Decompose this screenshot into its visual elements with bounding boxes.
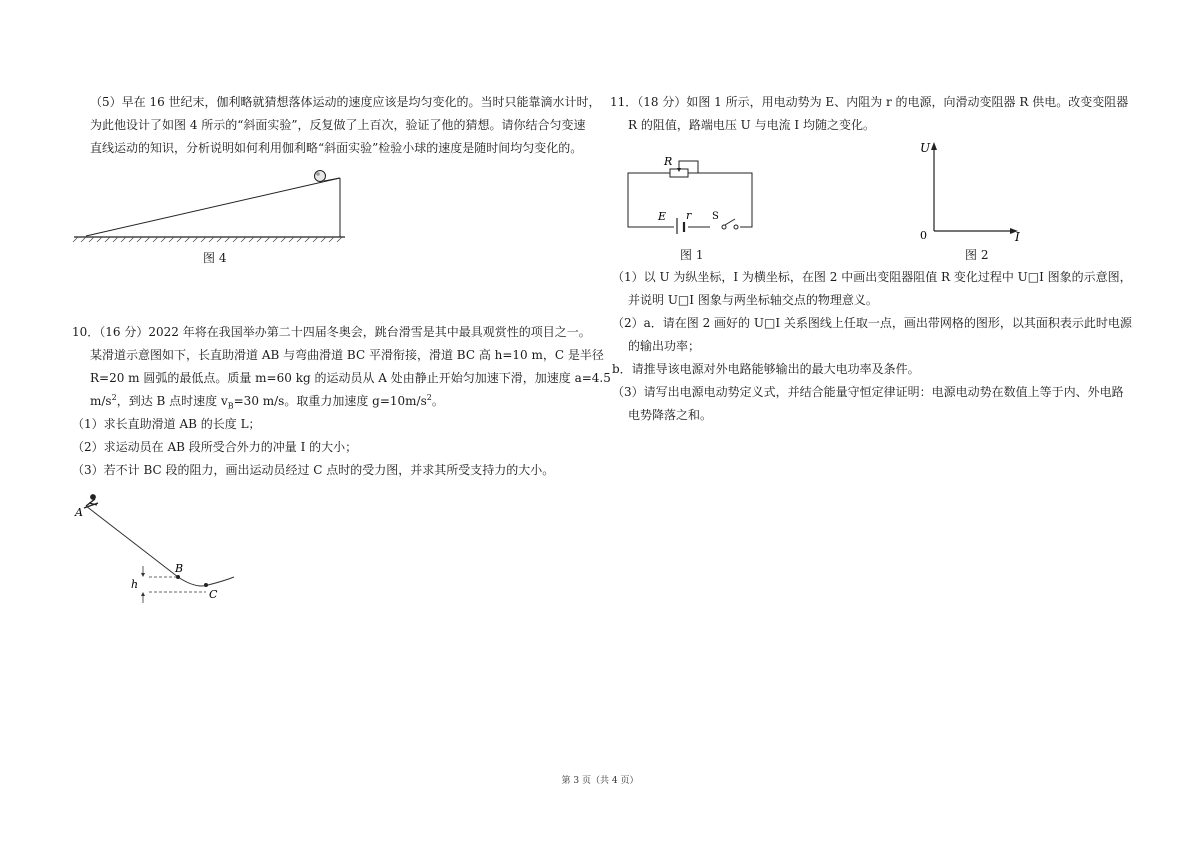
q10-question3: （3）若不计 BC 段的阻力，画出运动员经过 C 点时的受力图，并求其所受支持力的大小。	[72, 463, 555, 477]
q11-questions	[612, 266, 1142, 427]
label-h: h	[131, 578, 139, 591]
ski-slope-figure	[72, 492, 247, 607]
q9-part5-line2: 为此他设计了如图 4 所示的“斜面实验”，反复做了上百次，验证了他的猜想。请你结合匀变速	[90, 118, 586, 132]
figure-4-incline	[72, 165, 352, 245]
q10-line1: 10．（16 分）2022 年将在我国举办第二十四届冬奥会，跳台滑雪是其中最具观赏性的项目之一。	[72, 325, 591, 339]
q11-intro	[610, 91, 1140, 137]
label-C: C	[209, 588, 218, 601]
label-A: A	[75, 506, 83, 519]
figure-1-caption: 图 1	[680, 248, 704, 262]
q10-question2: （2）求运动员在 AB 段所受合外力的冲量 I 的大小；	[72, 440, 358, 454]
label-R: R	[664, 155, 673, 168]
label-B: B	[175, 562, 184, 575]
axis-label-U: U	[920, 141, 931, 155]
q11-q2a-line1: （2）a．请在图 2 画好的 U□I 关系图线上任取一点，画出带网格的图形，以其面积表示此时电源	[612, 316, 1132, 330]
q10-line3: R=20 m 圆弧的最低点。质量 m=60 kg 的运动员从 A 处由静止开始匀加速下滑，加速度 a=4.5	[90, 371, 611, 385]
q11-q1-line2: 并说明 U□I 图象与两坐标轴交点的物理意义。	[628, 293, 878, 307]
label-r: r	[686, 209, 692, 222]
q11-q2a-line2: 的输出功率；	[628, 339, 701, 353]
left-column	[72, 91, 601, 160]
q10-question1: （1）求长直助滑道 AB 的长度 L；	[72, 417, 261, 431]
page-footer: 第 3 页（共 4 页）	[561, 776, 639, 786]
label-E: E	[658, 210, 667, 223]
q11-q3-line2: 电势降落之和。	[628, 408, 713, 422]
figure-1-circuit	[620, 152, 760, 234]
figure-2-caption: 图 2	[965, 248, 989, 262]
q9-part5-line3: 直线运动的知识，分析说明如何利用伽利略“斜面实验”检验小球的速度是随时间均匀变化的。	[90, 141, 583, 155]
q10-line2: 某滑道示意图如下，长直助滑道 AB 与弯曲滑道 BC 平滑衔接，滑道 BC 高 h=10 m，C 是半径	[90, 348, 604, 362]
axis-label-I: I	[1015, 230, 1020, 244]
label-S: S	[712, 211, 719, 222]
figure-4-caption: 图 4	[203, 251, 227, 265]
q11-q3-line1: （3）请写出电源电动势定义式，并结合能量守恒定律证明：电源电动势在数值上等于内、外电路	[612, 385, 1124, 399]
figure-2-axes	[912, 138, 1032, 246]
q11-q2b: b．请推导该电源对外电路能够输出的最大电功率及条件。	[612, 362, 920, 376]
q11-q1-line1: （1）以 U 为纵坐标，I 为横坐标，在图 2 中画出变阻器阻值 R 变化过程中 U□I 图象的示意图，	[612, 270, 1132, 284]
q9-part5-line1: （5）早在 16 世纪末，伽利略就猜想落体运动的速度应该是均匀变化的。当时只能靠滴水计时，	[90, 95, 601, 109]
origin-label: 0	[920, 229, 927, 242]
q11-line2: R 的阻值，路端电压 U 与电流 I 均随之变化。	[628, 118, 875, 132]
q10-block	[72, 321, 611, 482]
q11-line1: 11．（18 分）如图 1 所示，用电动势为 E、内阻为 r 的电源，向滑动变阻器 R 供电。改变变阻器	[610, 95, 1129, 109]
q10-line4: $m/s^2$，到达 B 点时速度 $v_B=30$ m/s。取重力加速度 $g=10m/s^2$。	[90, 393, 444, 411]
